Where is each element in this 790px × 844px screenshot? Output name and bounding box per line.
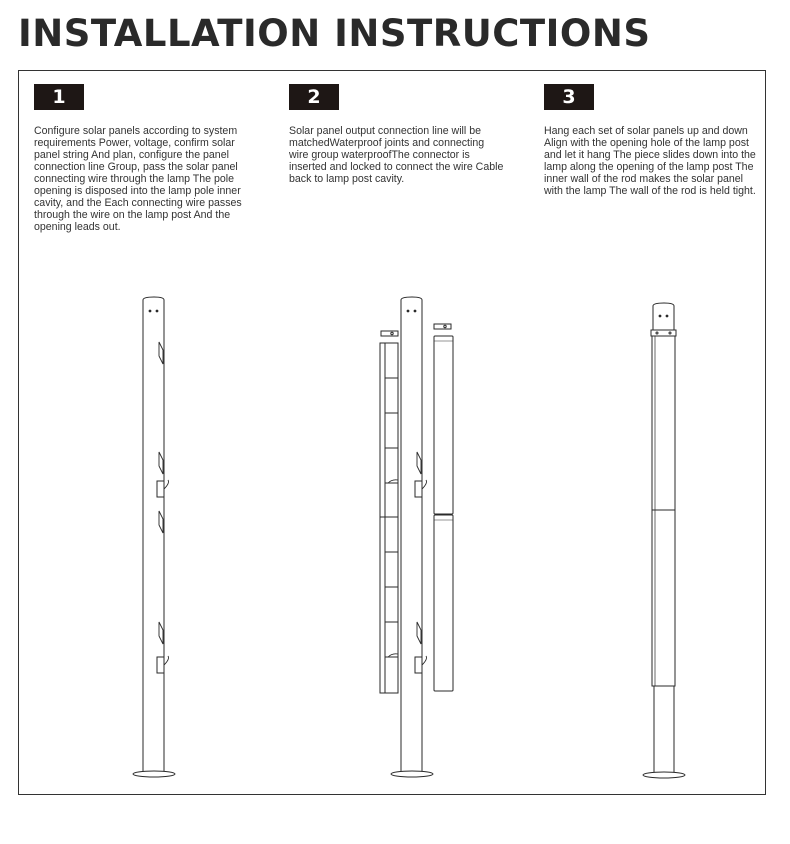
step-2-description: Solar panel output connection line will be matchedWaterproof joints and connecting wire group waterproofThe connector is inserted and locked to connect the wire Cable back to lamp post cavity. bbox=[289, 125, 504, 185]
step-1-lamp-pole-illustration bbox=[133, 297, 175, 777]
step-2-badge: 2 bbox=[289, 84, 339, 110]
page-title: INSTALLATION INSTRUCTIONS bbox=[18, 12, 651, 55]
step-3-description: Hang each set of solar panels up and down Align with the opening hole of the lamp post and let it hang The piece slides down into the lamp along the opening of the lamp post The inner wall of the rod makes the solar panel with the lamp The wall of the rod is held tight. bbox=[544, 125, 756, 197]
step-1-description: Configure solar panels according to system requirements Power, voltage, confirm solar panel string And plan, configure the panel connection line Group, pass the solar panel connecting wire through the lamp The pole opening is disposed into the lamp pole inner cavity, and the Each connecting wire passes through the wire on the lamp post And the opening leads out. bbox=[34, 125, 242, 233]
step-1-badge: 1 bbox=[34, 84, 84, 110]
step-2-lamp-pole-illustration bbox=[380, 297, 453, 777]
step-3-lamp-pole-illustration bbox=[643, 303, 685, 778]
step-3-badge: 3 bbox=[544, 84, 594, 110]
